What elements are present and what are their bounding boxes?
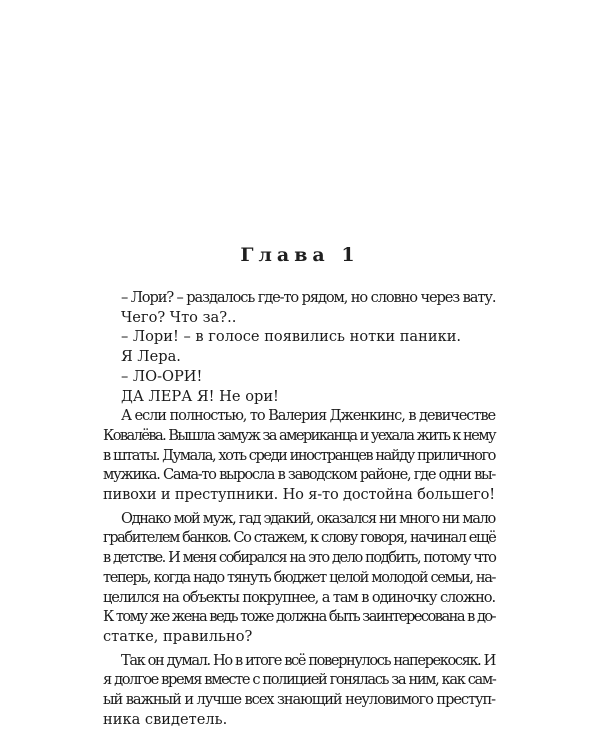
text-line: Ковалёва. Вышла замуж за американца и уехала жить к нему [103, 426, 495, 444]
text-line: ый важный и лучше всех знающий неуловимого преступ- [103, 691, 495, 709]
text-line: Чего? Что за?.. [121, 308, 237, 326]
text-line: целился на объекты покрупнее, а там в одиночку сложно. [103, 588, 495, 606]
text-line: статке, правильно? [103, 627, 253, 645]
text-line: Я Лера. [121, 348, 181, 366]
text-line: теперь, когда надо тянуть бюджет целой молодой семьи, на- [103, 568, 496, 586]
text-line: грабителем банков. Со стажем, к слову говоря, начинал ещё [103, 529, 496, 547]
text-line: в штаты. Думала, хоть среди иностранцев найду приличного [103, 446, 495, 464]
text-line: К тому же жена ведь тоже должна быть заинтересована в до- [103, 608, 496, 626]
text-line: в детстве. И меня собирался на это дело подбить, потому что [103, 549, 496, 567]
text-line: пивохи и преступники. Но я-то достойна большего! [103, 486, 495, 504]
text-line: А если полностью, то Валерия Дженкинс, в девичестве [121, 407, 495, 425]
text-line: Так он думал. Но в итоге всё повернулось наперекосяк. И [121, 651, 495, 669]
text-line: мужика. Сама-то выросла в заводском районе, где одни вы- [103, 466, 495, 484]
text-line: я долгое время вместе с полицией гонялась за ним, как сам- [103, 671, 496, 689]
text-line: ДА ЛЕРА Я! Не ори! [121, 387, 279, 405]
text-line: – Лори! – в голосе появились нотки паники. [121, 328, 462, 346]
chapter-title: Глава 1 [240, 244, 360, 266]
text-line: Однако мой муж, гад эдакий, оказался ни много ни мало [121, 509, 495, 527]
text-line: ника свидетель. [103, 710, 228, 728]
text-line: – Лори? – раздалось где-то рядом, но словно через вату. [121, 289, 496, 306]
text-line: – ЛО-ОРИ! [121, 367, 203, 385]
chapter-text [103, 288, 495, 729]
